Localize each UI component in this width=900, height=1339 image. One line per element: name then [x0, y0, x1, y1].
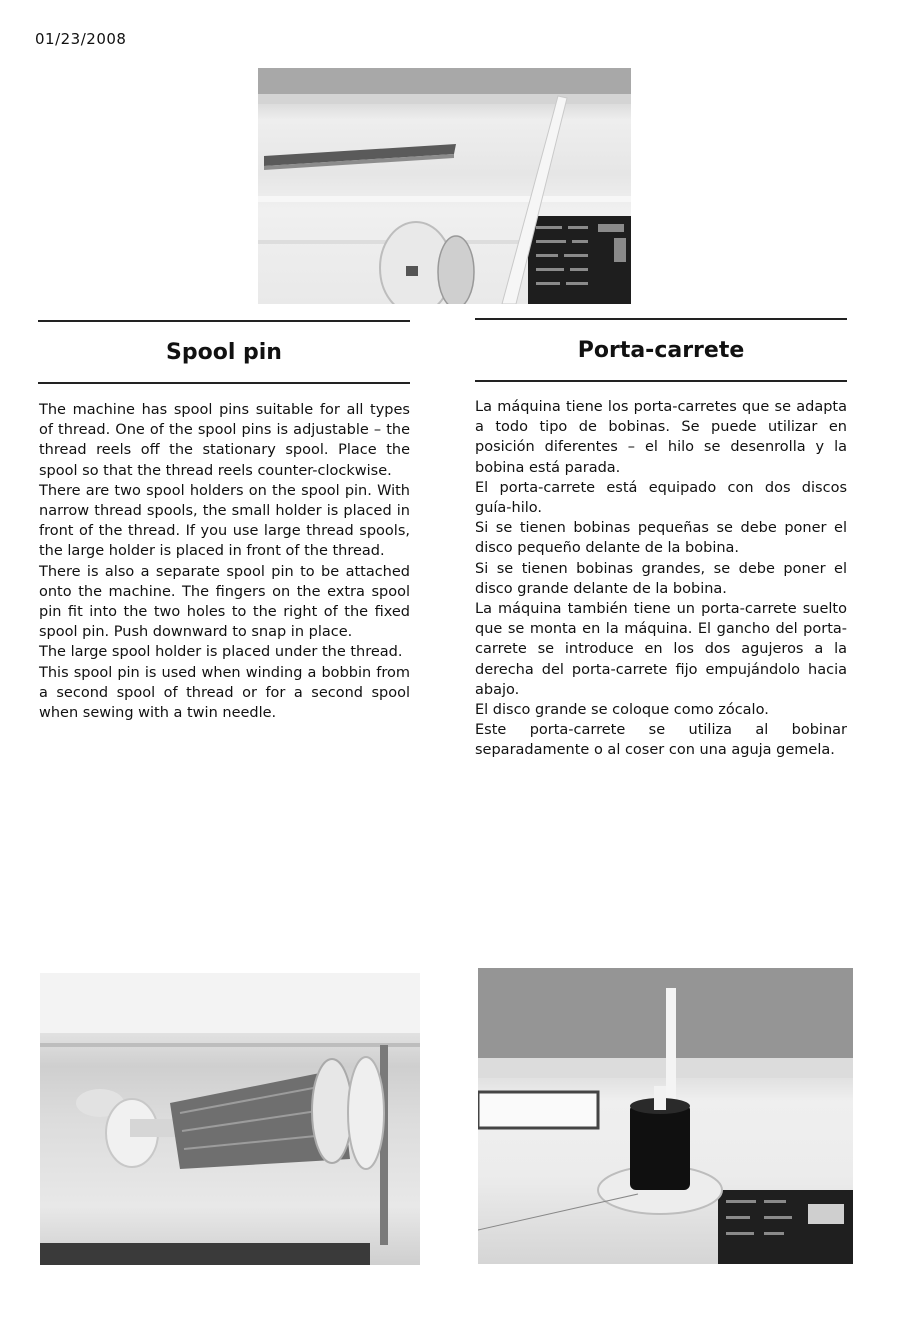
divider-top-right — [475, 318, 847, 320]
spanish-paragraph: Si se tienen bobinas pequeñas se debe poner el disco pequeño delante de la bobina. — [475, 520, 847, 557]
spanish-paragraph: El porta-carrete está equipado con dos discos guía-hilo. — [475, 479, 847, 517]
english-paragraph: The large spool holder is placed under the thread. — [39, 644, 403, 661]
english-paragraph: The machine has spool pins suitable for all types of thread. One of the spool pins is adjustable – the thread reels off the stationary spool. Place the spool so that the thread reels counter-clockwise. — [39, 402, 410, 479]
english-paragraph: This spool pin is used when winding a bobbin from a second spool of thread or for a second spool when sewing with a twin needle. — [39, 664, 410, 722]
english-paragraph: There are two spool holders on the spool pin. With narrow thread spools, the small holder is placed in front of the thread. If you use large thread spools, the large holder is placed in front of the thread. — [39, 482, 410, 560]
divider-bottom-left — [38, 382, 410, 384]
separate-spool-pin-photo — [478, 968, 853, 1264]
english-text — [39, 400, 410, 723]
spanish-paragraph: El disco grande se coloque como zócalo. — [475, 702, 769, 719]
english-paragraph: There is also a separate spool pin to be attached onto the machine. The fingers on the extra spool pin fit into the two holes to the right of the fixed spool pin. Push downward to snap in place. — [39, 563, 410, 641]
divider-bottom-right — [475, 380, 847, 382]
divider-top-left — [38, 320, 410, 322]
spool-pin-photo — [258, 68, 631, 304]
page-date: 01/23/2008 — [35, 30, 127, 48]
spanish-paragraph: La máquina tiene los porta-carretes que se adapta a todo tipo de bobinas. Se puede utilizar en posición diferentes – el hilo se desenrolla y la bobina está parada. — [475, 399, 847, 476]
spanish-text — [475, 397, 847, 761]
spool-holder-photo — [40, 973, 420, 1265]
spool-pin-heading: Spool pin — [166, 340, 282, 365]
spanish-paragraph: Si se tienen bobinas grandes, se debe poner el disco grande delante de la bobina. — [475, 560, 847, 597]
spanish-paragraph: Este porta-carrete se utiliza al bobinar separadamente o al coser con una aguja gemela. — [475, 722, 847, 759]
porta-carrete-heading: Porta-carrete — [577, 338, 745, 363]
spanish-paragraph: La máquina también tiene un porta-carrete suelto que se monta en la máquina. El gancho del porta-carrete se introduce en los dos agujeros a la derecha del porta-carrete fijo empujándolo hacia abajo. — [475, 601, 847, 698]
